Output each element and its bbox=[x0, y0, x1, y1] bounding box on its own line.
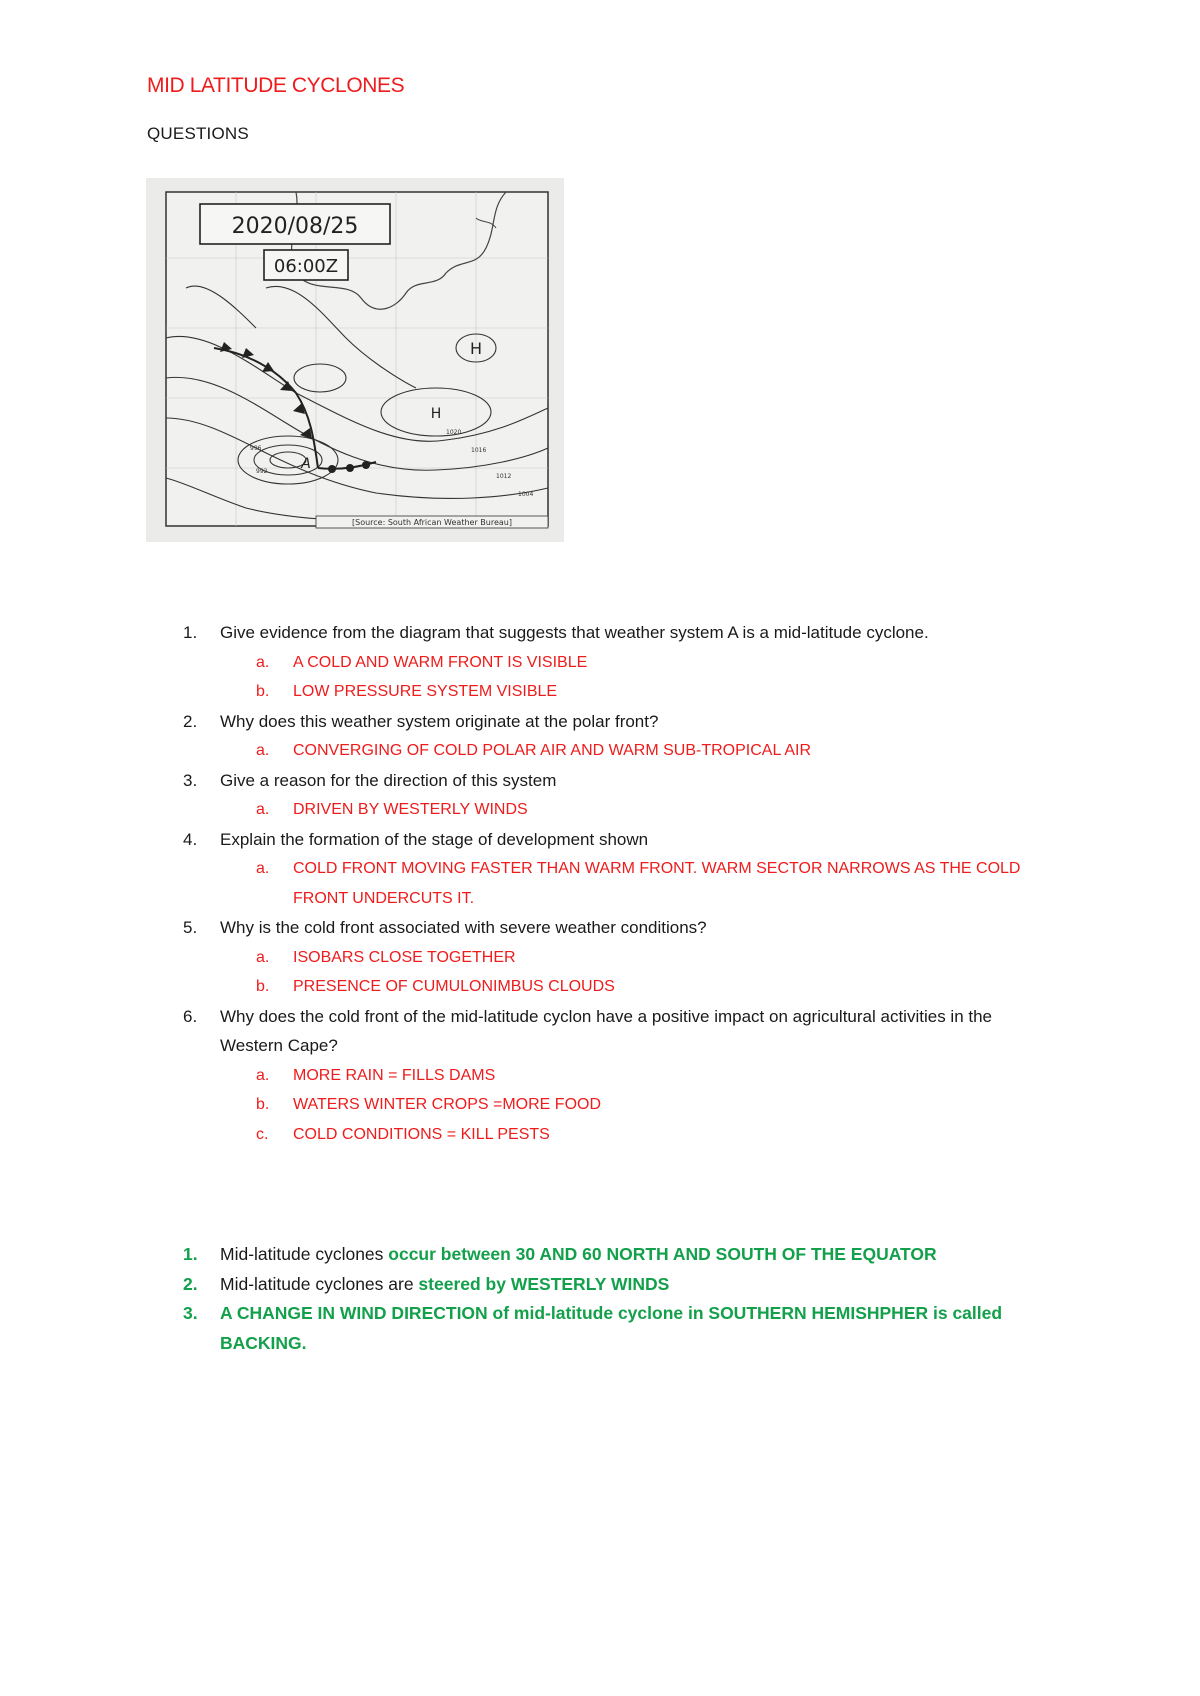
question-item bbox=[0, 707, 1053, 766]
isobar-label: 1020 bbox=[446, 429, 462, 436]
isobar-label: 1004 bbox=[518, 491, 534, 498]
answer-letter: a. bbox=[256, 948, 270, 966]
question-item bbox=[0, 618, 1053, 707]
answer-letter: b. bbox=[256, 978, 270, 995]
question-item bbox=[0, 825, 1053, 914]
fact-highlight: A CHANGE IN WIND DIRECTION of mid-latitude cyclone in SOUTHERN HEMISHPHER is called BACKING. bbox=[220, 1303, 1003, 1353]
isobar-label: 992 bbox=[256, 468, 268, 475]
answer-list bbox=[0, 943, 1053, 1002]
question-text: Give evidence from the diagram that suggests that weather system A is a mid-latitude cyclone. bbox=[220, 623, 929, 642]
low-pressure-label: A bbox=[301, 456, 311, 472]
answer-text: CONVERGING OF COLD POLAR AIR AND WARM SUB-TROPICAL AIR bbox=[293, 742, 812, 759]
synoptic-map-svg bbox=[146, 178, 564, 542]
answer-letter: b. bbox=[256, 1096, 270, 1113]
question-text: Explain the formation of the stage of development shown bbox=[220, 829, 649, 849]
answer-letter: b. bbox=[256, 683, 270, 700]
question-item bbox=[0, 913, 1053, 1002]
answer-letter: c. bbox=[256, 1125, 269, 1143]
answer-list bbox=[0, 736, 1053, 766]
answer-text: DRIVEN BY WESTERLY WINDS bbox=[293, 801, 528, 818]
answer-item bbox=[0, 677, 1053, 707]
fact-highlight: steered by WESTERLY WINDS bbox=[418, 1273, 670, 1294]
fact-item bbox=[0, 1240, 1040, 1270]
answer-text: COLD FRONT MOVING FASTER THAN WARM FRONT. WARM SECTOR NARROWS AS THE COLD FRONT UNDERCUTS IT. bbox=[293, 860, 1021, 907]
question-text: Give a reason for the direction of this system bbox=[220, 770, 557, 790]
question-text: Why is the cold front associated with severe weather conditions? bbox=[220, 918, 707, 937]
section-heading: QUESTIONS bbox=[147, 124, 249, 143]
fact-item bbox=[0, 1270, 1040, 1300]
fact-lead: Mid-latitude cyclones are bbox=[220, 1273, 419, 1294]
answer-text: PRESENCE OF CUMULONIMBUS CLOUDS bbox=[293, 978, 615, 995]
answer-letter: a. bbox=[256, 653, 270, 671]
answer-list bbox=[0, 854, 1053, 913]
answer-item bbox=[0, 736, 1053, 766]
answer-letter: a. bbox=[256, 1066, 270, 1084]
synoptic-weather-map bbox=[146, 178, 564, 542]
question-text: Why does this weather system originate at the polar front? bbox=[220, 711, 659, 731]
question-item bbox=[0, 1002, 1053, 1150]
fact-lead: Mid-latitude cyclones bbox=[220, 1244, 389, 1264]
fact-number: 1. bbox=[183, 1244, 198, 1264]
fact-number: 2. bbox=[183, 1273, 198, 1294]
answer-text: ISOBARS CLOSE TOGETHER bbox=[293, 948, 516, 966]
answer-text: COLD CONDITIONS = KILL PESTS bbox=[293, 1125, 550, 1143]
answer-text: A COLD AND WARM FRONT IS VISIBLE bbox=[293, 653, 588, 671]
page-title: MID LATITUDE CYCLONES bbox=[147, 74, 405, 97]
answer-item bbox=[0, 1090, 1053, 1120]
answer-text: LOW PRESSURE SYSTEM VISIBLE bbox=[293, 683, 558, 700]
fact-number: 3. bbox=[183, 1303, 198, 1323]
map-source: [Source: South African Weather Bureau] bbox=[352, 518, 512, 527]
high-pressure-label: H bbox=[469, 339, 483, 358]
isobar-label: 1012 bbox=[496, 473, 512, 480]
question-number: 2. bbox=[183, 711, 198, 731]
answer-item bbox=[0, 854, 1053, 913]
high-pressure-label-2: H bbox=[430, 406, 442, 422]
map-date: 2020/08/25 bbox=[231, 214, 359, 239]
question-number: 3. bbox=[183, 770, 198, 790]
answer-list bbox=[0, 795, 1053, 825]
facts-list bbox=[0, 1240, 1040, 1358]
question-item bbox=[0, 766, 1053, 825]
answer-list bbox=[0, 648, 1053, 707]
answer-list bbox=[0, 1061, 1053, 1150]
map-time: 06:00Z bbox=[273, 256, 339, 277]
question-number: 6. bbox=[183, 1006, 198, 1026]
answer-item bbox=[0, 795, 1053, 825]
fact-item bbox=[0, 1299, 1040, 1358]
answer-text: MORE RAIN = FILLS DAMS bbox=[293, 1066, 496, 1084]
question-number: 1. bbox=[183, 623, 198, 642]
answer-letter: a. bbox=[256, 742, 270, 759]
question-number: 5. bbox=[183, 918, 198, 937]
question-number: 4. bbox=[183, 829, 198, 849]
answer-item bbox=[0, 1061, 1053, 1091]
answer-item bbox=[0, 943, 1053, 973]
answer-item bbox=[0, 648, 1053, 678]
question-text: Why does the cold front of the mid-latitude cyclon have a positive impact on agricultural activities in the Western Cape? bbox=[220, 1006, 992, 1055]
question-list bbox=[0, 618, 1053, 1149]
answer-letter: a. bbox=[256, 801, 270, 818]
answer-letter: a. bbox=[256, 860, 270, 877]
answer-item bbox=[0, 1120, 1053, 1150]
answer-item bbox=[0, 972, 1053, 1002]
answer-text: WATERS WINTER CROPS =MORE FOOD bbox=[293, 1096, 602, 1113]
isobar-label: 1016 bbox=[471, 447, 487, 454]
fact-highlight: occur between 30 AND 60 NORTH AND SOUTH OF THE EQUATOR bbox=[388, 1244, 937, 1264]
isobar-label: 996 bbox=[250, 445, 262, 452]
